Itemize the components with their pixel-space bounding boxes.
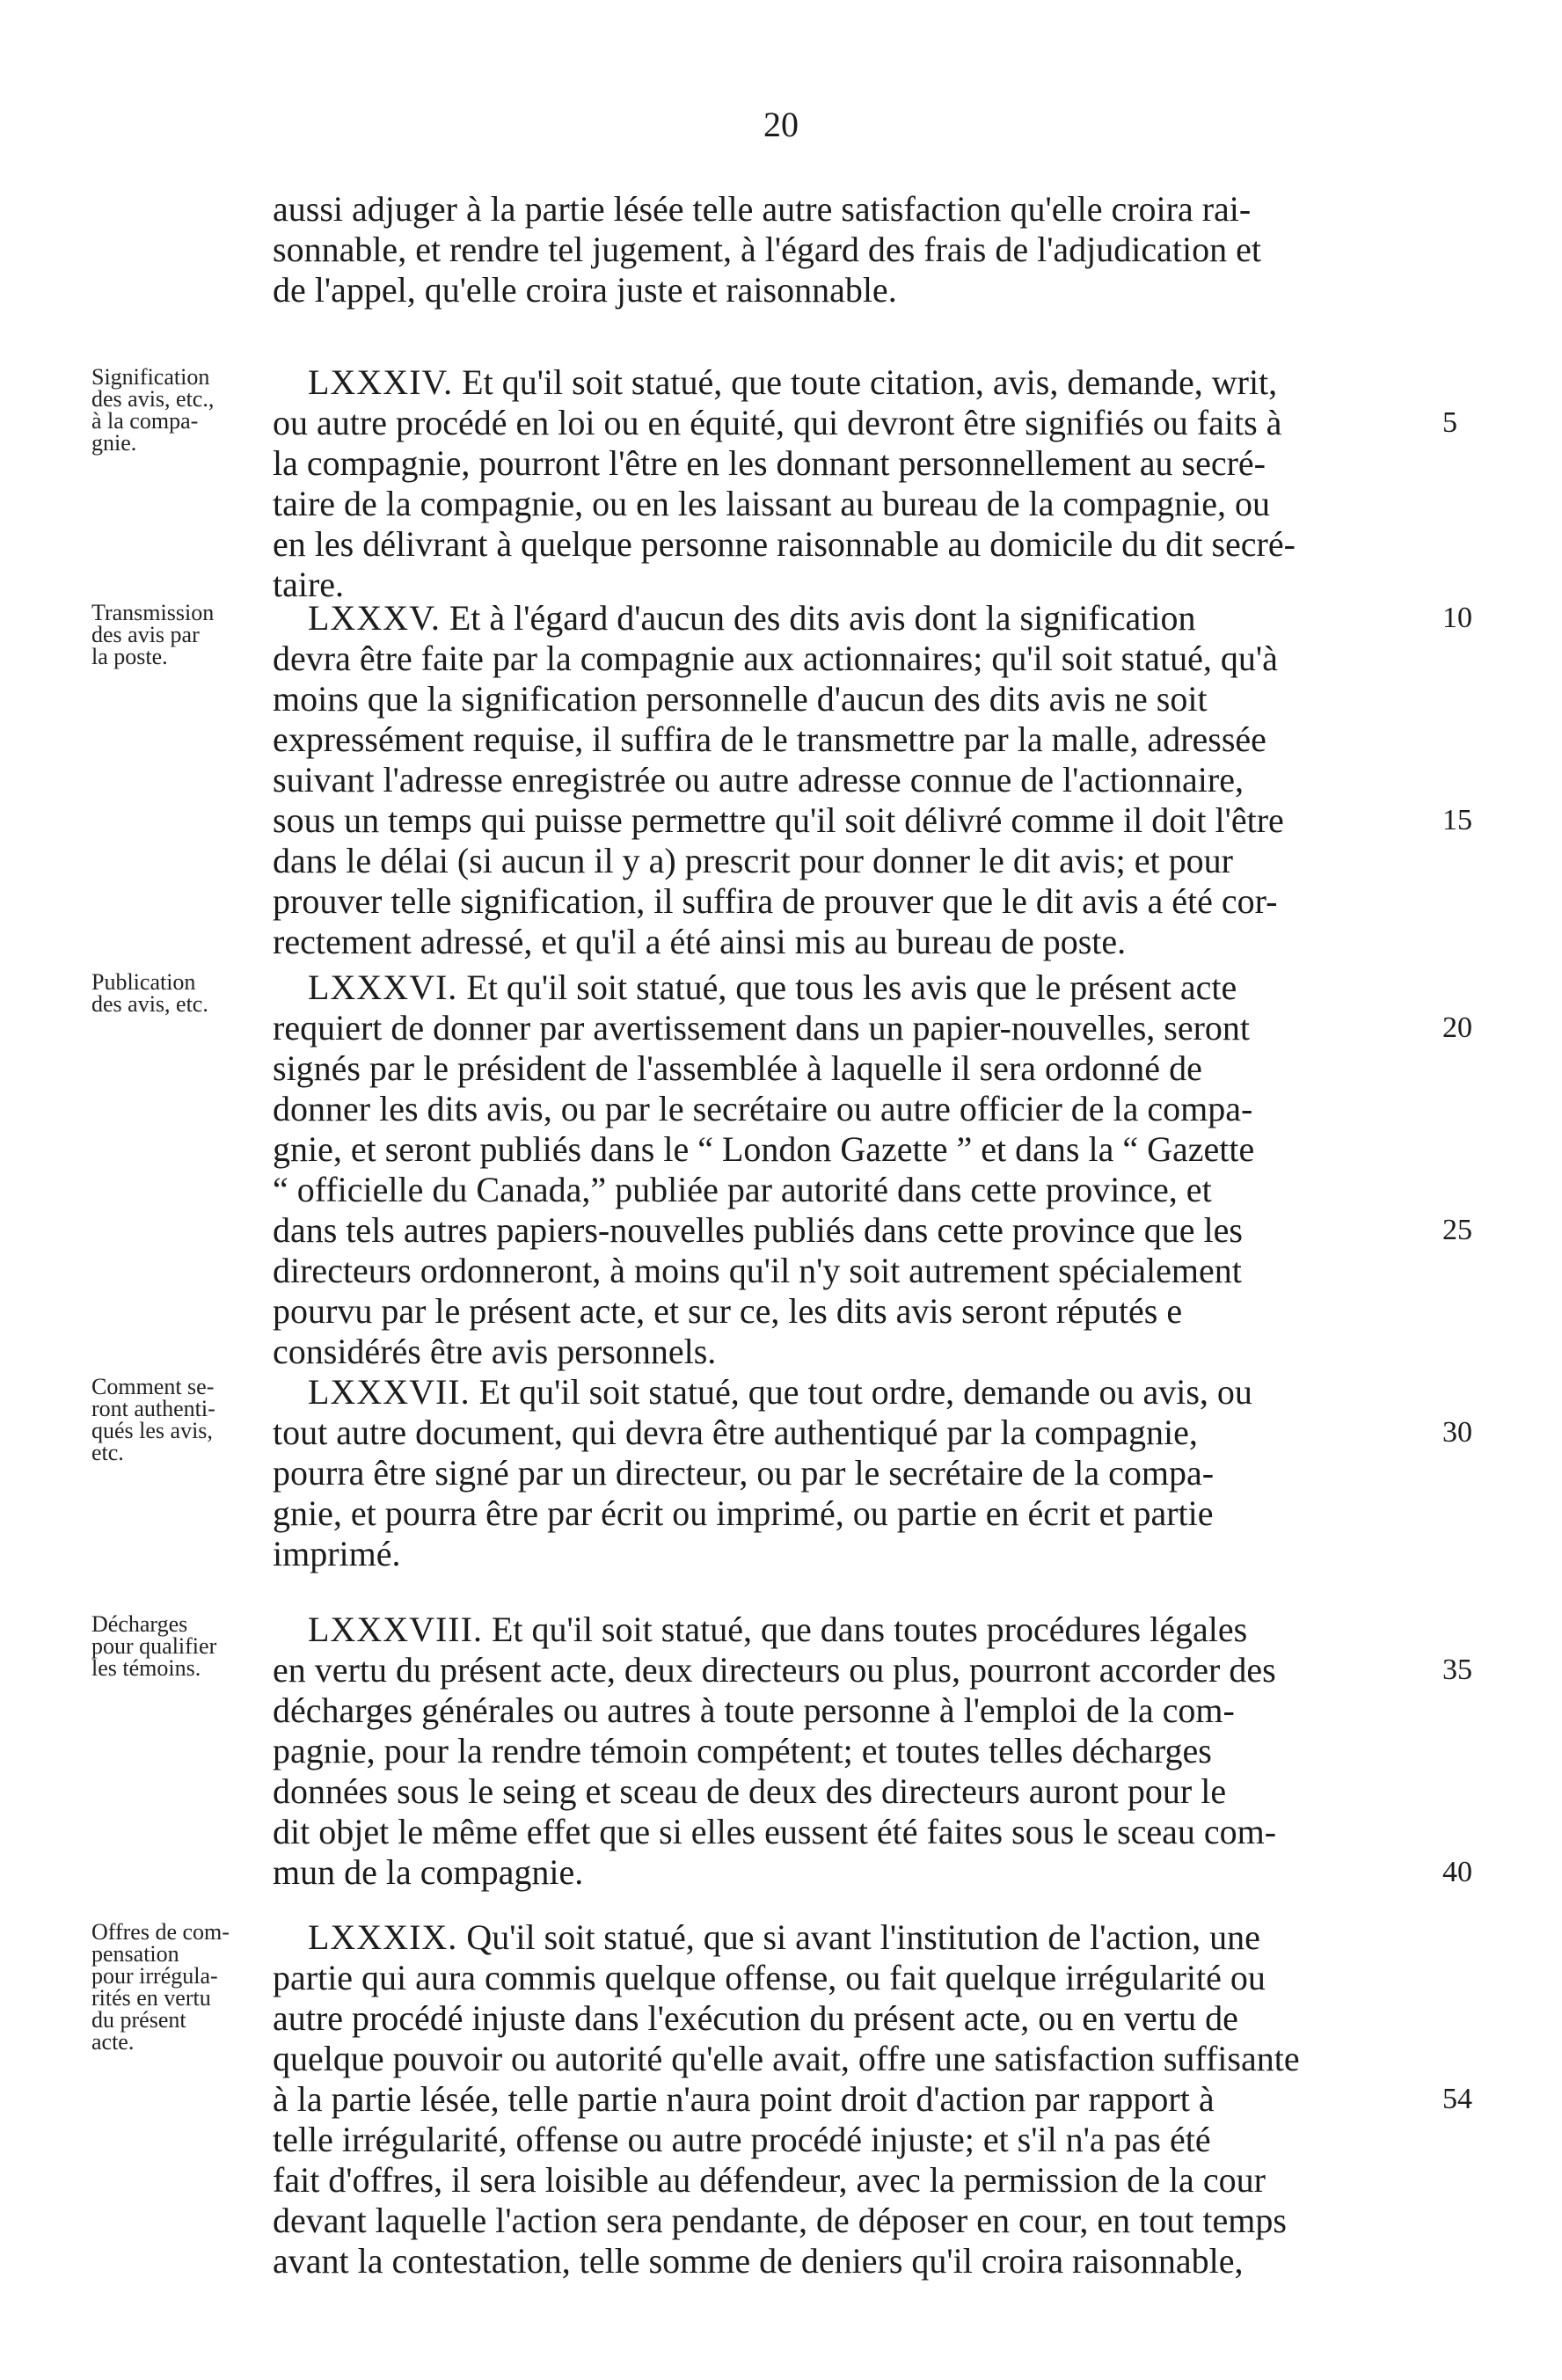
section-body: [273, 362, 1434, 605]
text-line: données sous le seing et sceau de deux des directeurs auront pour le: [273, 1771, 1227, 1811]
margin-note: [91, 1921, 267, 2053]
text-line: autre procédé injuste dans l'exécution du présent acte, ou en vertu de: [273, 1998, 1238, 2038]
text-line: fait d'offres, il sera loisible au défendeur, avec la permission de la cour: [273, 2160, 1266, 2200]
margin-note-line: Transmission: [91, 600, 215, 625]
margin-note-line: Décharges: [91, 1611, 188, 1637]
section-body: [273, 1610, 1434, 1893]
text-line: donner les dits avis, ou par le secrétaire ou autre officier de la compa-: [273, 1089, 1253, 1128]
section-numeral: LXXXIV.: [308, 362, 454, 402]
text-line: [273, 362, 1434, 403]
text-line: “ officielle du Canada,” publiée par autorité dans cette province, et: [273, 1170, 1212, 1209]
text-line: sous un temps qui puisse permettre qu'il soit délivré comme il doit l'être: [273, 800, 1284, 840]
margin-note-line: des avis, etc.,: [91, 386, 215, 412]
section-numeral: LXXXVI.: [308, 967, 458, 1007]
text-line: telle irrégularité, offense ou autre procédé injuste; et s'il n'a pas été: [273, 2120, 1211, 2159]
text-line: taire de la compagnie, ou en les laissant au bureau de la compagnie, ou: [273, 484, 1271, 523]
text-line: considérés être avis personnels.: [273, 1332, 717, 1371]
line-number: 15: [1442, 804, 1472, 836]
section-numeral: LXXXVIII.: [308, 1610, 483, 1649]
margin-note-line: etc.: [91, 1440, 124, 1465]
line-number: 25: [1442, 1214, 1472, 1246]
margin-note-line: pensation: [91, 1941, 179, 1967]
margin-note-line: acte.: [91, 2029, 135, 2055]
text-line: la compagnie, pourront l'être en les donnant personnellement au secré-: [273, 443, 1266, 483]
line-number: 30: [1442, 1416, 1472, 1449]
margin-note-line: Comment se-: [91, 1374, 215, 1399]
margin-note-line: des avis, etc.: [91, 991, 208, 1017]
line-number: 54: [1442, 2083, 1472, 2115]
text-line: moins que la signification personnelle d'aucun des dits avis ne soit: [273, 679, 1208, 719]
margin-note-line: du présent: [91, 2007, 186, 2033]
section-numeral: LXXXVII.: [308, 1372, 471, 1412]
text-line: expressément requise, il suffira de le transmettre par la malle, adressée: [273, 719, 1266, 759]
text-line: requiert de donner par avertissement dans un papier-nouvelles, seront: [273, 1008, 1251, 1048]
page-number: 20: [763, 105, 799, 144]
text-line: dit objet le même effet que si elles eussent été faites sous le sceau com-: [273, 1812, 1277, 1851]
text-line: gnie, et seront publiés dans le “ London Gazette ” et dans la “ Gazette: [273, 1129, 1255, 1169]
text-line: tout autre document, qui devra être authentiqué par la compagnie,: [273, 1413, 1198, 1452]
line-text: Et qu'il soit statué, que tout ordre, demande ou avis, ou: [470, 1372, 1252, 1412]
text-line: sonnable, et rendre tel jugement, à l'égard des frais de l'adjudication et: [273, 230, 1261, 269]
text-line: dans tels autres papiers-nouvelles publiés dans cette province que les: [273, 1210, 1243, 1250]
margin-note-line: Publication: [91, 969, 196, 995]
margin-note-line: pour irrégula-: [91, 1963, 218, 1989]
text-line: suivant l'adresse enregistrée ou autre adresse connue de l'actionnaire,: [273, 760, 1244, 799]
text-line: [273, 1610, 1434, 1650]
margin-note: [91, 1376, 267, 1464]
margin-note-line: Offres de com-: [91, 1919, 230, 1945]
section-body: [273, 967, 1434, 1372]
line-text: Et qu'il soit statué, que tous les avis que le présent acte: [457, 967, 1237, 1007]
text-line: avant la contestation, telle somme de deniers qu'il croira raisonnable,: [273, 2241, 1244, 2281]
line-text: Et à l'égard d'aucun des dits avis dont la signification: [440, 598, 1196, 638]
line-number: 5: [1442, 406, 1457, 439]
text-line: de l'appel, qu'elle croira juste et raisonnable.: [273, 270, 897, 310]
margin-note: [91, 971, 267, 1015]
line-number: 40: [1442, 1856, 1472, 1888]
text-line: quelque pouvoir ou autorité qu'elle avait, offre une satisfaction suffisante: [273, 2039, 1300, 2078]
text-line: directeurs ordonneront, à moins qu'il n'y soit autrement spécialement: [273, 1251, 1242, 1290]
text-line: [273, 598, 1434, 639]
text-line: signés par le président de l'assemblée à laquelle il sera ordonné de: [273, 1048, 1202, 1088]
section-body: [273, 1372, 1434, 1574]
line-number: 20: [1442, 1011, 1472, 1044]
text-line: devant laquelle l'action sera pendante, de déposer en cour, en tout temps: [273, 2201, 1287, 2240]
margin-note-line: la poste.: [91, 644, 168, 669]
intro-paragraph: [273, 189, 1434, 310]
margin-note-line: ront authenti-: [91, 1396, 215, 1421]
text-line: mun de la compagnie.: [273, 1852, 584, 1892]
text-line: à la partie lésée, telle partie n'aura point droit d'action par rapport à: [273, 2079, 1215, 2119]
section-numeral: LXXXIX.: [308, 1917, 458, 1957]
margin-note-line: les témoins.: [91, 1655, 201, 1681]
text-line: en vertu du présent acte, deux directeurs ou plus, pourront accorder des: [273, 1650, 1276, 1690]
margin-note: [91, 602, 267, 668]
margin-note-line: pour qualifier: [91, 1633, 217, 1659]
text-line: pourra être signé par un directeur, ou par le secrétaire de la compa-: [273, 1453, 1215, 1493]
text-line: dans le délai (si aucun il y a) prescrit pour donner le dit avis; et pour: [273, 841, 1233, 880]
margin-note-line: qués les avis,: [91, 1418, 213, 1443]
text-line: en les délivrant à quelque personne raisonnable au domicile du dit secré-: [273, 524, 1296, 564]
text-line: partie qui aura commis quelque offense, ou fait quelque irrégularité ou: [273, 1958, 1266, 1997]
text-line: [273, 967, 1434, 1008]
margin-note-line: à la compa-: [91, 408, 199, 434]
section-body: [273, 1917, 1434, 2281]
text-line: [273, 1372, 1434, 1413]
section-body: [273, 598, 1434, 962]
text-line: pourvu par le présent acte, et sur ce, les dits avis seront réputés e: [273, 1291, 1183, 1331]
text-line: imprimé.: [273, 1534, 401, 1573]
text-line: [273, 1917, 1434, 1958]
text-line: taire.: [273, 565, 345, 604]
margin-note-line: des avis par: [91, 622, 200, 647]
text-line: aussi adjuger à la partie lésée telle autre satisfaction qu'elle croira rai-: [273, 189, 1252, 229]
line-number: 10: [1442, 602, 1472, 634]
section-numeral: LXXXV.: [308, 598, 441, 638]
margin-note-line: rités en vertu: [91, 1985, 211, 2011]
text-line: ou autre procédé en loi ou en équité, qui devront être signifiés ou faits à: [273, 403, 1282, 442]
margin-note-line: gnie.: [91, 430, 137, 456]
text-line: pagnie, pour la rendre témoin compétent; et toutes telles décharges: [273, 1731, 1212, 1770]
line-text: Qu'il soit statué, que si avant l'institution de l'action, une: [457, 1917, 1260, 1957]
text-line: prouver telle signification, il suffira de prouver que le dit avis a été cor-: [273, 881, 1278, 921]
line-number: 35: [1442, 1654, 1472, 1686]
text-line: décharges générales ou autres à toute personne à l'emploi de la com-: [273, 1690, 1235, 1730]
text-line: rectement adressé, et qu'il a été ainsi mis au bureau de poste.: [273, 922, 1127, 961]
margin-note-line: Signification: [91, 364, 210, 390]
margin-note: [91, 366, 267, 454]
line-text: Et qu'il soit statué, que toute citation, avis, demande, writ,: [453, 362, 1278, 402]
margin-note: [91, 1613, 267, 1679]
text-line: gnie, et pourra être par écrit ou imprimé, ou partie en écrit et partie: [273, 1493, 1214, 1533]
text-line: devra être faite par la compagnie aux actionnaires; qu'il soit statué, qu'à: [273, 639, 1278, 678]
line-text: Et qu'il soit statué, que dans toutes procédures légales: [482, 1610, 1248, 1649]
